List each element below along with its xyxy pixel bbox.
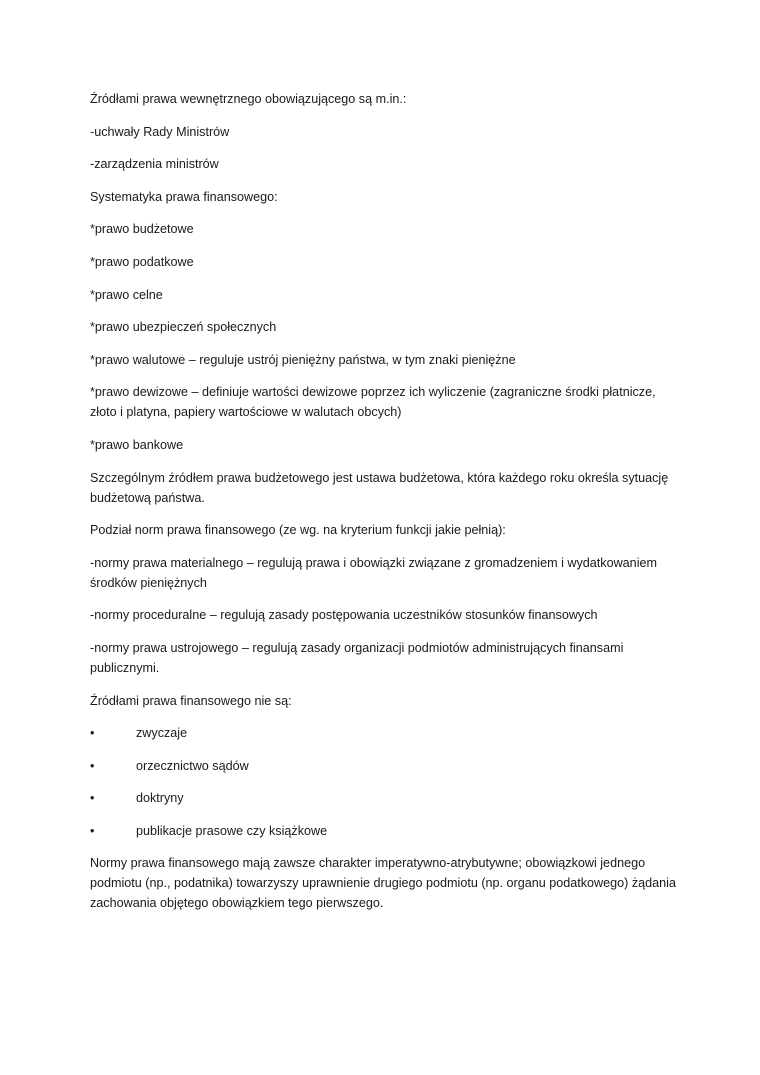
bullet-item bbox=[90, 821, 680, 841]
bullet-icon: • bbox=[90, 791, 95, 806]
paragraph-budget-act: Szczególnym źródłem prawa budżetowego jest ustawa budżetowa, która każdego roku określa sytuację budżetową państwa. bbox=[90, 470, 669, 505]
list-item-customs-law: *prawo celne bbox=[90, 287, 163, 302]
bullet-icon: • bbox=[90, 758, 95, 773]
paragraph-not-sources: Źródłami prawa finansowego nie są: bbox=[90, 693, 292, 708]
bullet-text-doctrine: doktryny bbox=[136, 791, 184, 806]
bullet-icon: • bbox=[90, 726, 95, 741]
paragraph-norms-division: Podział norm prawa finansowego (ze wg. na kryterium funkcji jakie pełnią): bbox=[90, 523, 506, 538]
list-item-foreign-exchange-law: *prawo dewizowe – definiuje wartości dewizowe poprzez ich wyliczenie (zagraniczne środki płatnicze, złoto i platyna, papiery wartościowe w walutach obcych) bbox=[90, 385, 656, 420]
bullet-icon: • bbox=[90, 823, 95, 838]
list-item-budget-law: *prawo budżetowe bbox=[90, 222, 194, 237]
list-item-systemic-norms: -normy prawa ustrojowego – regulują zasady organizacji podmiotów administrujących finansami publicznymi. bbox=[90, 640, 624, 675]
list-item-banking-law: *prawo bankowe bbox=[90, 437, 184, 452]
list-item-tax-law: *prawo podatkowe bbox=[90, 254, 194, 269]
paragraph-systematics: Systematyka prawa finansowego: bbox=[90, 189, 278, 204]
bullet-text-case-law: orzecznictwo sądów bbox=[136, 758, 249, 773]
bullet-text-customs: zwyczaje bbox=[136, 726, 188, 741]
paragraph-sources-internal: Źródłami prawa wewnętrznego obowiązującego są m.in.: bbox=[90, 92, 407, 106]
list-item-procedural-norms: -normy proceduralne – regulują zasady postępowania uczestników stosunków finansowych bbox=[90, 608, 598, 623]
list-item-ministers-orders: -zarządzenia ministrów bbox=[90, 157, 219, 172]
bullet-item bbox=[90, 723, 680, 743]
bullet-item bbox=[90, 756, 680, 776]
list-item-currency-law: *prawo walutowe – reguluje ustrój pieniężny państwa, w tym znaki pieniężne bbox=[90, 352, 516, 367]
bullet-text-publications: publikacje prasowe czy książkowe bbox=[136, 823, 328, 838]
list-item-council-resolutions: -uchwały Rady Ministrów bbox=[90, 124, 230, 139]
bullet-item bbox=[90, 788, 680, 808]
list-item-material-norms: -normy prawa materialnego – regulują prawa i obowiązki związane z gromadzeniem i wydatkowaniem środków pieniężnych bbox=[90, 555, 657, 590]
document-body bbox=[90, 89, 680, 926]
paragraph-norms-character: Normy prawa finansowego mają zawsze charakter imperatywno-atrybutywne; obowiązkowi jednego podmiotu (np., podatnika) towarzyszy uprawnienie drugiego podmiotu (np. organu podatkowego) żądania zachowania objętego obowiązkiem tego pierwszego. bbox=[90, 856, 676, 911]
list-item-social-insurance-law: *prawo ubezpieczeń społecznych bbox=[90, 320, 277, 335]
